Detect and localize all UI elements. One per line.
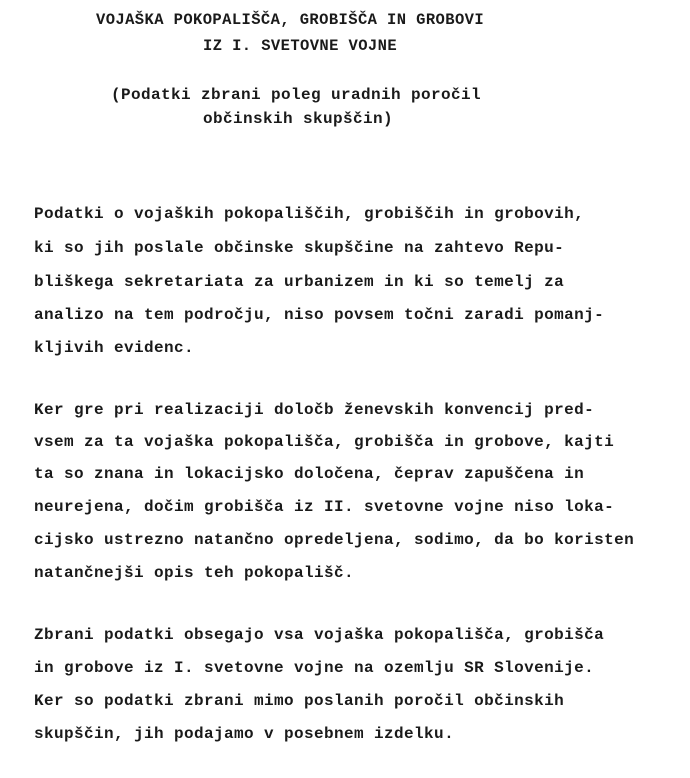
paragraph-line: kljivih evidenc. xyxy=(34,339,195,357)
paragraph-line: in grobove iz I. svetovne vojne na ozemlju SR Slovenije. xyxy=(34,659,595,677)
document-title-line-2: IZ I. SVETOVNE VOJNE xyxy=(203,37,398,55)
paragraph-line: ta so znana in lokacijsko določena, čeprav zapuščena in xyxy=(34,465,585,483)
paragraph-line: cijsko ustrezno natančno opredeljena, sodimo, da bo koristen xyxy=(34,531,635,549)
document-subtitle-line-2: občinskih skupščin) xyxy=(203,110,394,128)
document-subtitle-line-1: (Podatki zbrani poleg uradnih poročil xyxy=(111,86,482,104)
paragraph-line: neurejena, dočim grobišča iz II. svetovne vojne niso loka- xyxy=(34,498,615,516)
paragraph-line: analizo na tem področju, niso povsem točni zaradi pomanj- xyxy=(34,306,605,324)
paragraph-line: Ker so podatki zbrani mimo poslanih poročil občinskih xyxy=(34,692,565,710)
paragraph-line: Podatki o vojaških pokopališčih, grobiščih in grobovih, xyxy=(34,205,585,223)
paragraph-line: Ker gre pri realizaciji določb ženevskih konvencij pred- xyxy=(34,401,595,419)
paragraph-line: skupščin, jih podajamo v posebnem izdelku. xyxy=(34,725,455,743)
paragraph-line: Zbrani podatki obsegajo vsa vojaška pokopališča, grobišča xyxy=(34,626,605,644)
paragraph-line: ki so jih poslale občinske skupščine na zahtevo Repu- xyxy=(34,239,565,257)
paragraph-line: natančnejši opis teh pokopališč. xyxy=(34,564,355,582)
paragraph-line: vsem za ta vojaška pokopališča, grobišča in grobove, kajti xyxy=(34,433,615,451)
document-title-line-1: VOJAŠKA POKOPALIŠČA, GROBIŠČA IN GROBOVI xyxy=(96,11,485,29)
paragraph-line: bliškega sekretariata za urbanizem in ki so temelj za xyxy=(34,273,565,291)
